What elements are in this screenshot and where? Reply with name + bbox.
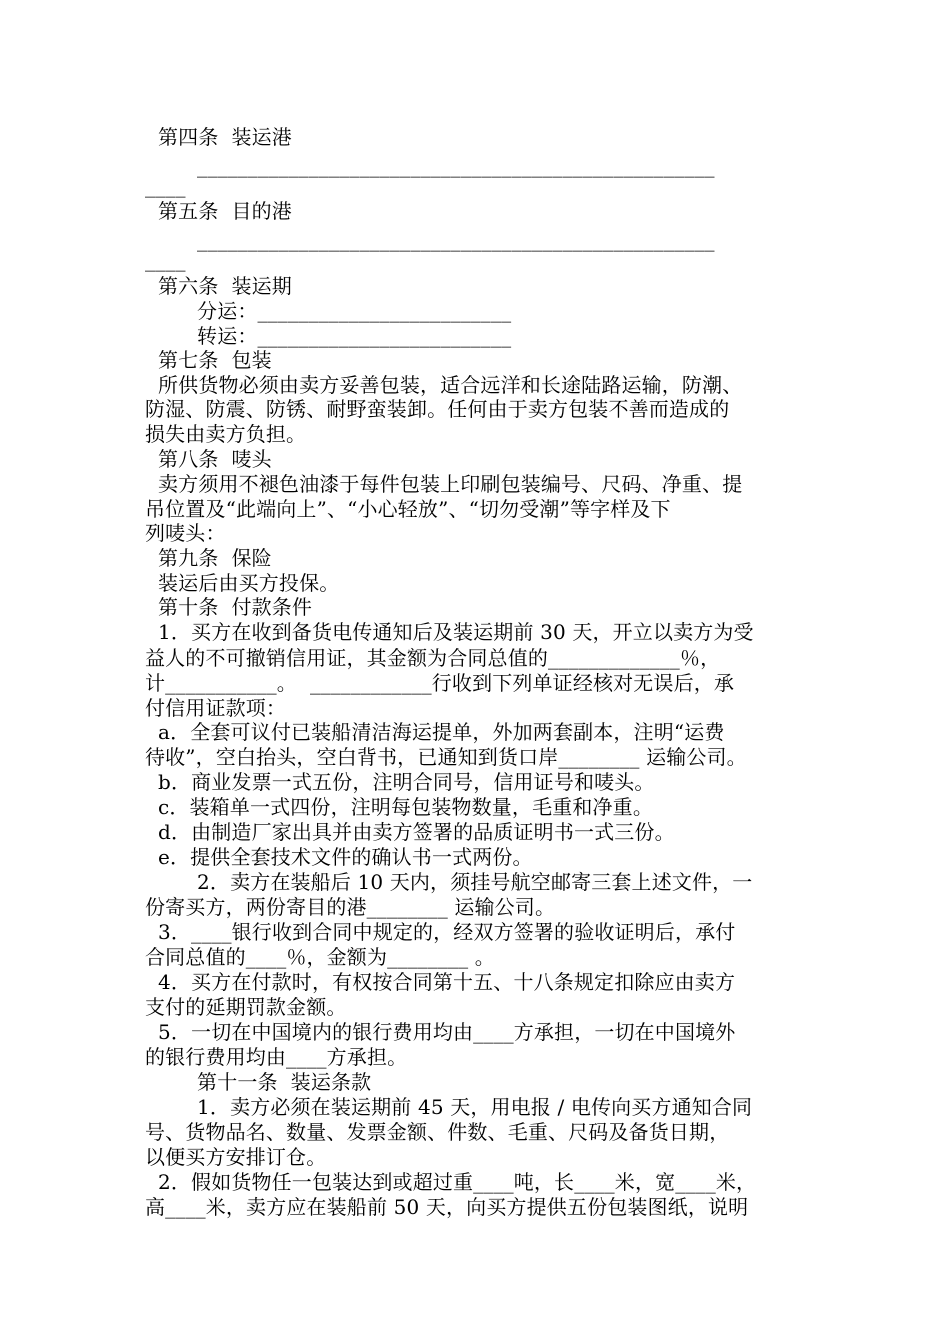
text-line: 2．假如货物任一包装达到或超过重____吨，长____米，宽____米， — [145, 1170, 757, 1194]
text-line: 3．____银行收到合同中规定的，经双方签署的验收证明后，承付 — [145, 920, 736, 944]
text-line: 的银行费用均由____方承担。 — [145, 1045, 408, 1069]
text-line: 卖方须用不褪色油漆于每件包装上印刷包装编号、尺码、净重、提 — [145, 472, 743, 496]
text-line: 份寄买方，两份寄目的港________ 运输公司。 — [145, 895, 556, 919]
text-line: e．提供全套技术文件的确认书一式两份。 — [145, 845, 533, 869]
text-line: 分运：_________________________ — [145, 299, 512, 323]
text-line: 号、货物品名、数量、发票金额、件数、毛重、尺码及备货日期， — [145, 1120, 730, 1144]
text-line: 损失由卖方负担。 — [145, 422, 307, 446]
text-line: 所供货物必须由卖方妥善包装，适合远洋和长途陆路运输，防潮、 — [145, 373, 743, 397]
text-line: 第十一条 装运条款 — [145, 1070, 372, 1094]
text-line: 转运：_________________________ — [145, 324, 512, 348]
text-line: d．由制造厂家出具并由卖方签署的品质证明书一式三份。 — [145, 820, 675, 844]
text-line: 1．买方在收到备货电传通知后及装运期前 30 天，开立以卖方为受 — [145, 620, 754, 644]
text-line: 第八条 唛头 — [145, 447, 272, 471]
text-line: 待收”，空白抬头，空白背书，已通知到货口岸________ 运输公司。 — [145, 745, 747, 769]
text-line: 防湿、防震、防锈、耐野蛮装卸。任何由于卖方包装不善而造成的 — [145, 397, 730, 421]
text-line: 1．卖方必须在装运期前 45 天，用电报 / 电传向买方通知合同 — [145, 1095, 753, 1119]
text-line: 装运后由买方投保。 — [145, 571, 340, 595]
text-line: 计___________。 ____________行收到下列单证经核对无误后，承 — [145, 671, 735, 695]
text-line: 吊位置及“此端向上”、“小心轻放”、“切勿受潮”等字样及下 — [145, 497, 671, 521]
text-line: 付信用证款项： — [145, 696, 287, 720]
text-line: c．装箱单一式四份，注明每包装物数量，毛重和净重。 — [145, 795, 653, 819]
text-line: 第七条 包装 — [145, 348, 272, 372]
text-line: 第十条 付款条件 — [145, 595, 313, 619]
fill-in-blank-line: ___________________________________________________ — [145, 154, 715, 178]
fill-in-blank-line: ___________________________________________________ — [145, 228, 715, 252]
text-line: 高____米，卖方应在装船前 50 天，向买方提供五份包装图纸，说明 — [145, 1195, 749, 1219]
text-line: 第九条 保险 — [145, 546, 272, 570]
text-line: 第四条 装运港 — [145, 125, 292, 149]
fill-in-blank-line: ____ — [145, 174, 186, 198]
text-line: b．商业发票一式五份，注明合同号，信用证号和唛头。 — [145, 770, 655, 794]
text-line: 列唛头： — [145, 521, 226, 545]
text-line: 以便买方安排订仓。 — [145, 1145, 327, 1169]
text-line: 支付的延期罚款金额。 — [145, 995, 347, 1019]
text-line: 合同总值的____％，金额为________ 。 — [145, 945, 495, 969]
text-line: 益人的不可撤销信用证，其金额为合同总值的_____________％， — [145, 646, 721, 670]
text-line: 5．一切在中国境内的银行费用均由____方承担，一切在中国境外 — [145, 1020, 736, 1044]
text-line: 2．卖方在装船后 10 天内，须挂号航空邮寄三套上述文件，一 — [145, 870, 753, 894]
fill-in-blank-line: ____ — [145, 248, 186, 272]
text-line: 第五条 目的港 — [145, 199, 292, 223]
text-line: 第六条 装运期 — [145, 274, 292, 298]
text-line: a．全套可议付已装船清洁海运提单，外加两套副本，注明“运费 — [145, 720, 725, 744]
text-line: 4．买方在付款时，有权按合同第十五、十八条规定扣除应由卖方 — [145, 970, 736, 994]
